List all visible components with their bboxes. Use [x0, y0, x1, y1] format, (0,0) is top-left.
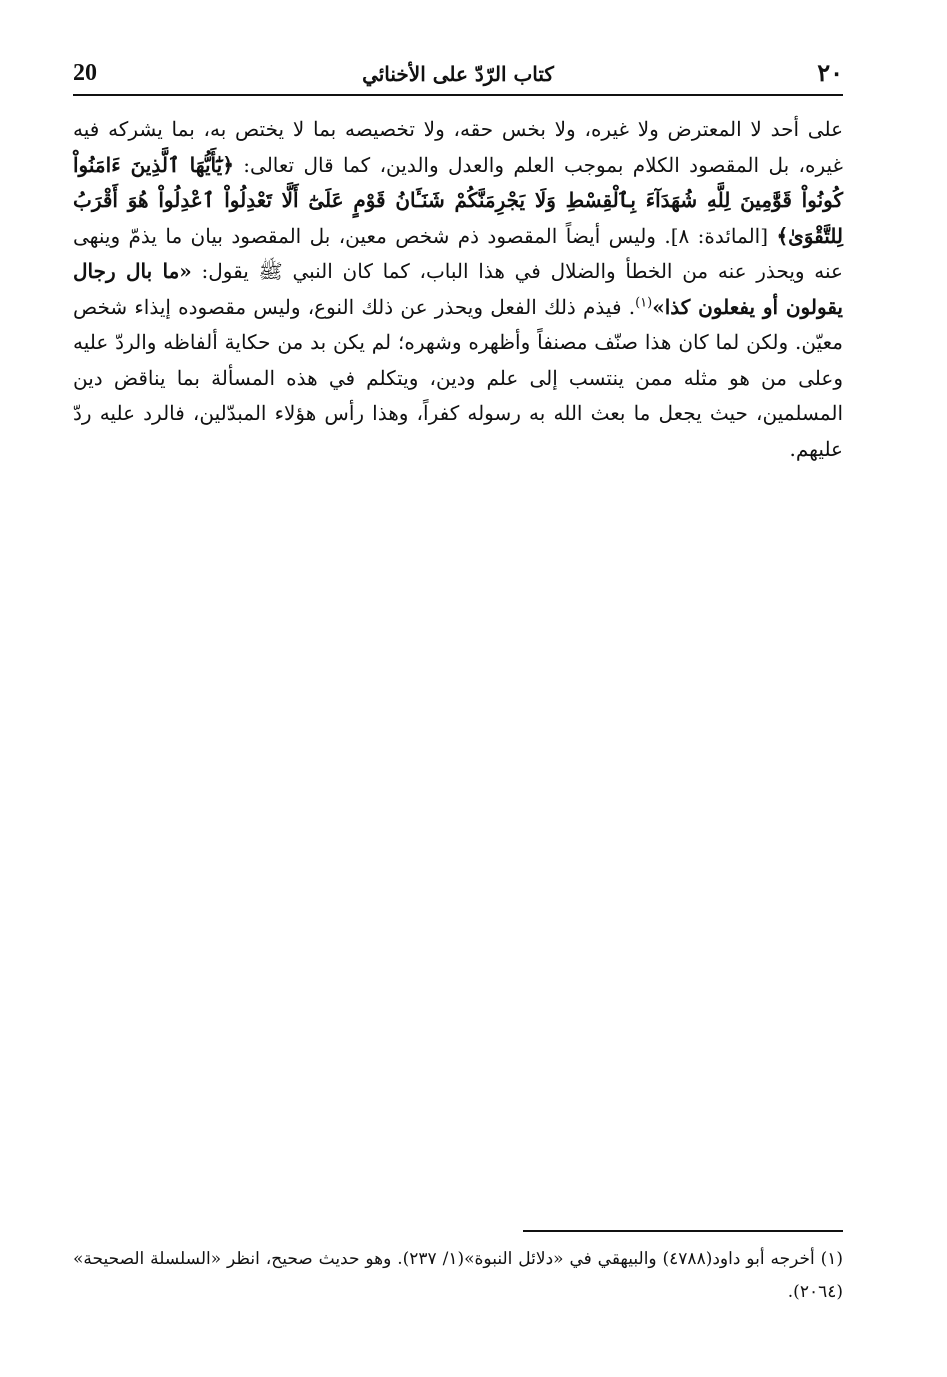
page-number-arabic: ٢٠: [817, 58, 843, 87]
quran-verse: ﴿يَٰٓأَيُّهَا ٱلَّذِينَ ءَامَنُواْ كُونُواْ قَوَّٰمِينَ لِلَّهِ شُهَدَآءَ بِٱلْقِسْطِ وَلَا يَجْرِمَنَّكُمْ شَنَـَٔانُ قَوْمٍ عَلَىٰٓ أَلَّا تَعْدِلُواْ ٱعْدِلُواْ هُوَ أَقْرَبُ لِلتَّقْوَىٰ﴾: [73, 152, 844, 248]
page-header: [73, 54, 843, 96]
paragraph: [73, 112, 843, 467]
running-title: كتاب الرّدّ على الأخنائي: [362, 62, 554, 86]
text-after-quran: [المائدة: ٨]. وليس أيضاً المقصود ذم شخص معين، بل المقصود بيان ما يذمّ وينهى عنه ويحذر عنه من الخطأ والضلال في هذا الباب، كما كان النبي ﷺ يقول:: [73, 223, 843, 283]
hadith-quote: «ما بال رجال يقولون أو يفعلون كذا»: [73, 259, 844, 319]
text-after-hadith: . فيذم ذلك الفعل ويحذر عن ذلك النوع، وليس مقصوده إيذاء شخص معيّن. ولكن لما كان هذا صنّف مصنفاً وأظهره وشهره؛ لم يكن بد من حكاية ألفاظه والردّ عليه وعلى من هو مثله ممن ينتسب إلى علم ودين، ويتكلم في هذه المسألة بما يناقض دين المسلمين، حيث يجعل ما بعث الله به رسوله كفراً، وهذا رأس هؤلاء المبدّلين، فالرد عليه ردّ عليهم.: [73, 294, 843, 461]
text-before-quran: على أحد لا المعترض ولا غيره، ولا بخس حقه، ولا تخصيصه بما لا يختص به، بما يشركه فيه غيره، بل المقصود الكلام بموجب العلم والعدل والدين، كما قال تعالى:: [73, 117, 844, 177]
main-text: [73, 112, 843, 467]
footnote-reference: (١): [635, 294, 653, 310]
footnote-divider: [523, 1230, 843, 1232]
page-number-latin: 20: [73, 60, 97, 86]
footnote: (١) أخرجه أبو داود(٤٧٨٨) والبيهقي في «دلائل النبوة»(١/ ٢٣٧). وهو حديث صحيح، انظر «السلسلة الصحيحة» (٢٠٦٤).: [73, 1249, 844, 1302]
